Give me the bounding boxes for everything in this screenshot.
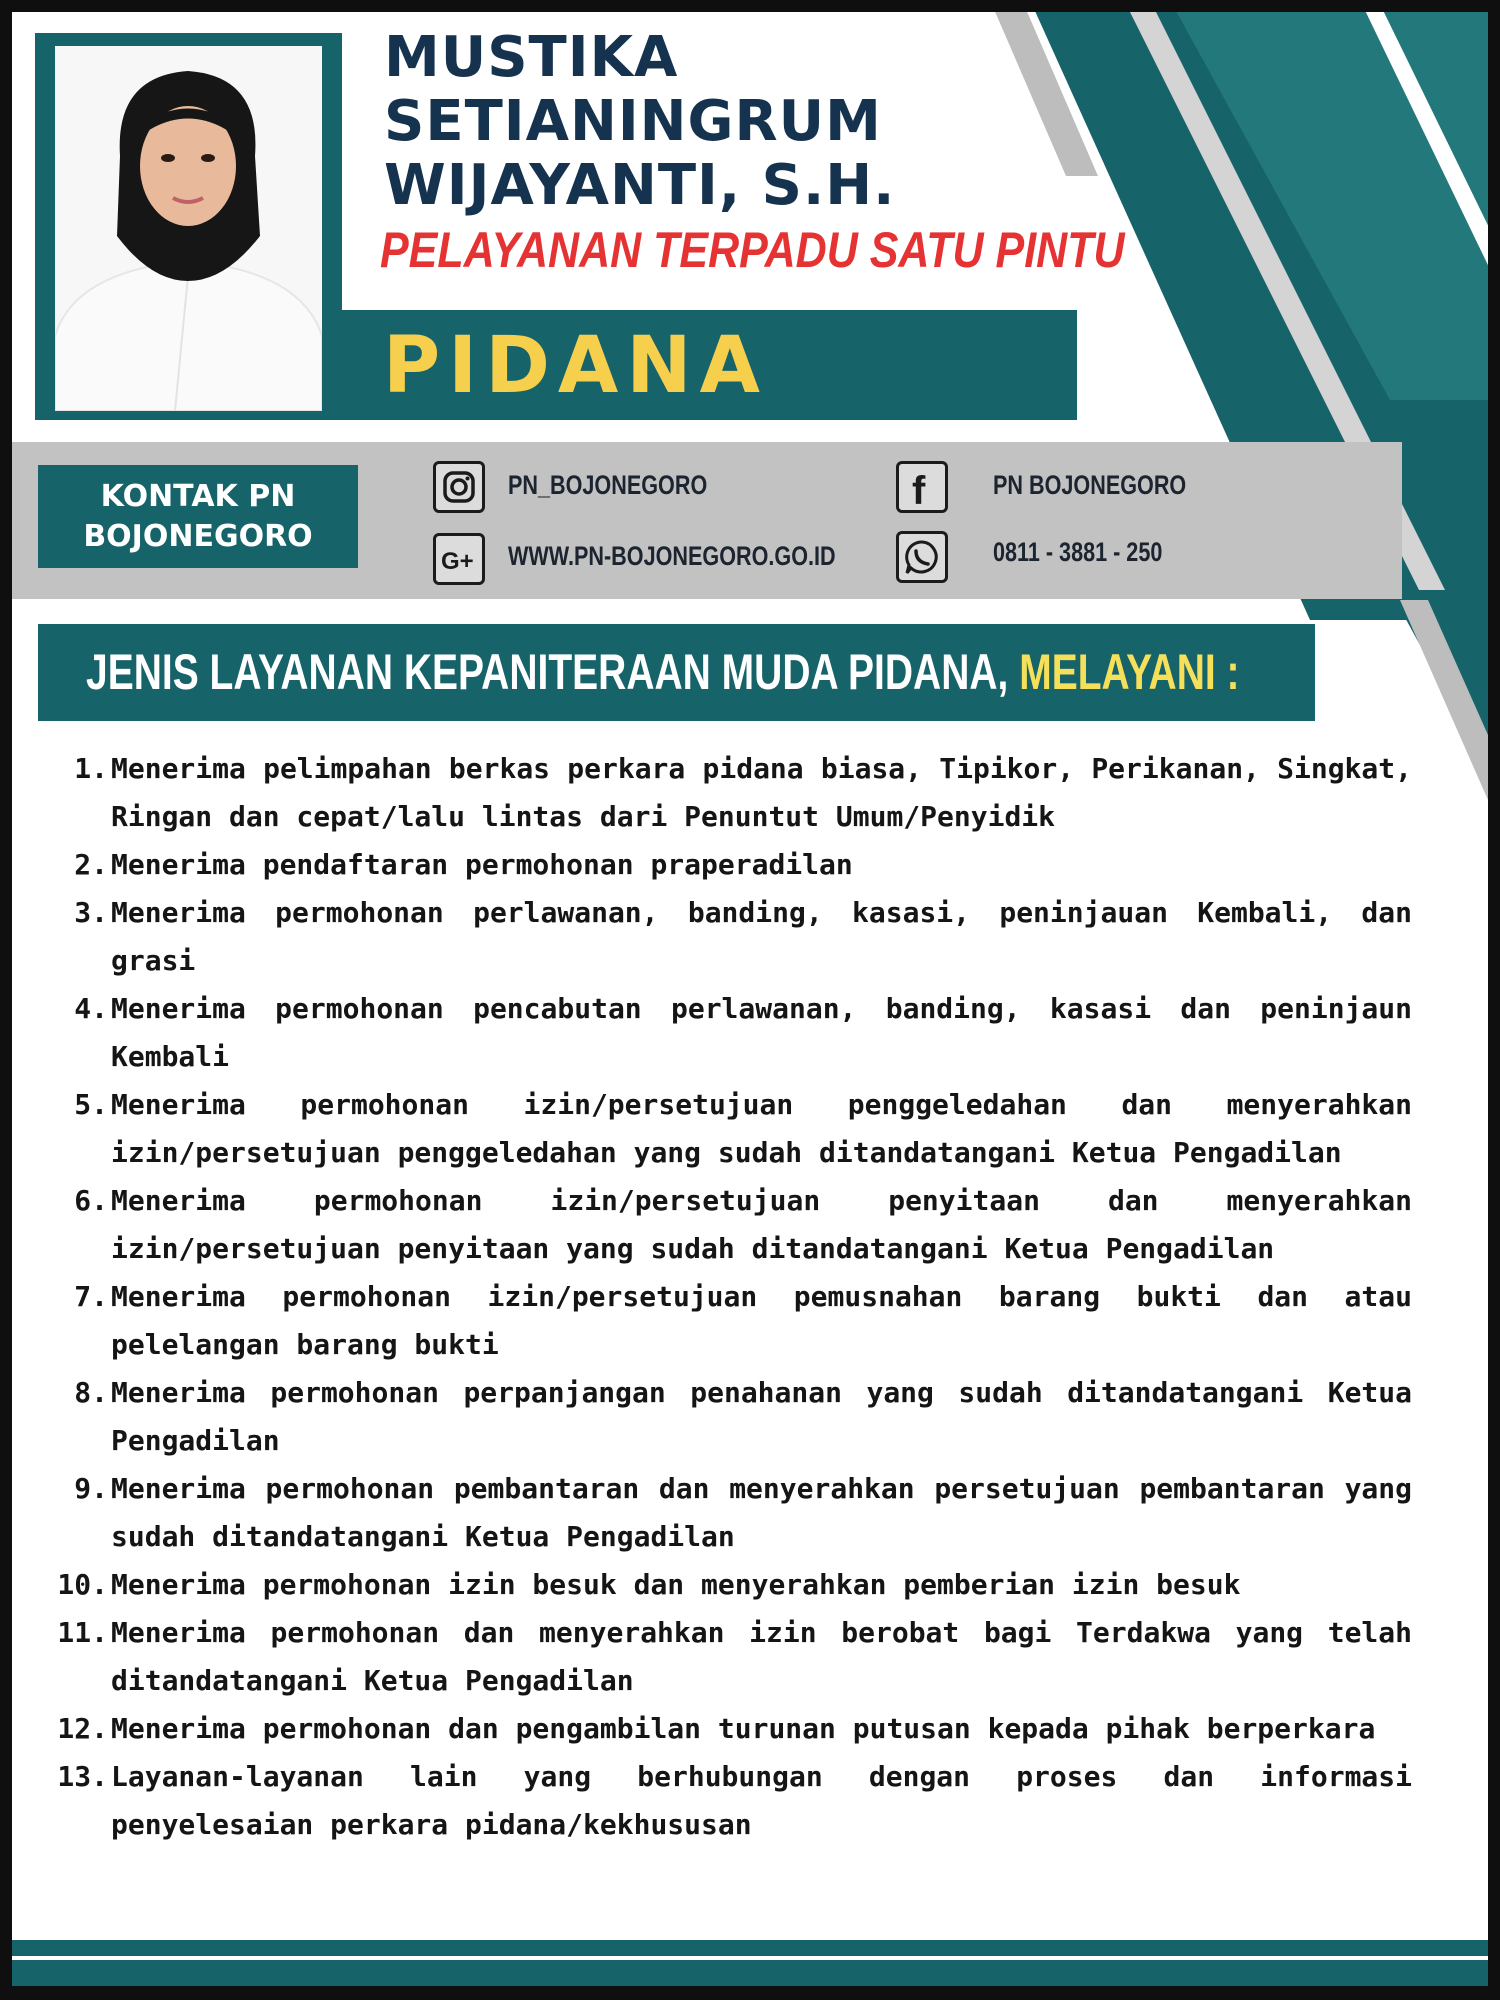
whatsapp-icon [896, 531, 948, 583]
contact-title-line-1: KONTAK PN [100, 478, 296, 514]
bottom-stripe-lower [12, 1960, 1488, 1986]
name-line-1: MUSTIKA [384, 25, 679, 90]
division-badge [335, 310, 1077, 420]
services-heading-bar [38, 624, 1315, 721]
google-plus-icon [433, 533, 485, 585]
list-item-text: Layanan-layanan lain yang berhubungan dengan proses dan informasi penyelesaian perkara pidana/kekhususan [111, 1760, 1412, 1841]
list-item [40, 889, 1412, 985]
list-item [40, 1753, 1412, 1849]
list-item [40, 1081, 1412, 1177]
list-item-number: 5. [74, 1088, 108, 1121]
list-item [40, 1561, 1412, 1609]
name-line-2: SETIANINGRUM [384, 89, 882, 154]
svg-text:f: f [912, 469, 926, 510]
list-item-number: 9. [74, 1472, 108, 1505]
frame-top [0, 0, 1500, 12]
list-item-number: 12. [57, 1712, 108, 1745]
contact-website[interactable]: WWW.PN-BOJONEGORO.GO.ID [508, 541, 836, 571]
list-item-text: Menerima permohonan izin besuk dan menyerahkan pemberian izin besuk [111, 1568, 1241, 1601]
list-item-number: 11. [57, 1616, 108, 1649]
list-item-number: 6. [74, 1184, 108, 1217]
list-item-text: Menerima permohonan pembantaran dan menyerahkan persetujuan pembantaran yang sudah ditandatangani Ketua Pengadilan [111, 1472, 1412, 1553]
list-item-number: 4. [74, 992, 108, 1025]
list-item [40, 745, 1412, 841]
services-list [40, 745, 1412, 1849]
contact-instagram[interactable]: PN_BOJONEGORO [508, 470, 708, 500]
instagram-icon [433, 461, 485, 513]
contact-title-line-2: BOJONEGORO [83, 518, 313, 554]
facebook-icon [896, 461, 948, 513]
list-item-text: Menerima permohonan pencabutan perlawanan, banding, kasasi dan peninjaun Kembali [111, 992, 1412, 1073]
list-item [40, 841, 1412, 889]
list-item-text: Menerima permohonan perpanjangan penahanan yang sudah ditandatangani Ketua Pengadilan [111, 1376, 1412, 1457]
services-heading [86, 624, 1240, 721]
list-item [40, 1273, 1412, 1369]
list-item-number: 1. [74, 752, 108, 785]
list-item-text: Menerima permohonan izin/persetujuan penyitaan dan menyerahkan izin/persetujuan penyitaan yang sudah ditandatangani Ketua Pengadilan [111, 1184, 1412, 1265]
contact-whatsapp[interactable]: 0811 - 3881 - 250 [993, 537, 1163, 567]
list-item-number: 10. [57, 1568, 108, 1601]
list-item [40, 1177, 1412, 1273]
list-item-text: Menerima permohonan izin/persetujuan pemusnahan barang bukti dan atau pelelangan barang bukti [111, 1280, 1412, 1361]
service-subtitle: PELAYANAN TERPADU SATU PINTU [380, 222, 1125, 278]
list-item [40, 1705, 1412, 1753]
person-portrait-illustration [55, 46, 322, 411]
services-heading-main: JENIS LAYANAN KEPANITERAAN MUDA PIDANA, [86, 644, 1020, 700]
list-item-text: Menerima pendaftaran permohonan praperadilan [111, 848, 853, 881]
list-item-number: 8. [74, 1376, 108, 1409]
list-item-number: 7. [74, 1280, 108, 1313]
list-item [40, 985, 1412, 1081]
list-item-text: Menerima permohonan izin/persetujuan penggeledahan dan menyerahkan izin/persetujuan penggeledahan yang sudah ditandatangani Ketua Pengadilan [111, 1088, 1412, 1169]
frame-bottom [0, 1986, 1500, 2000]
list-item-number: 2. [74, 848, 108, 881]
name-line-3: WIJAYANTI, S.H. [384, 153, 896, 218]
list-item [40, 1369, 1412, 1465]
list-item-text: Menerima permohonan dan menyerahkan izin berobat bagi Terdakwa yang telah ditandatangani Ketua Pengadilan [111, 1616, 1412, 1697]
portrait-frame [35, 33, 342, 420]
frame-left [0, 0, 12, 2000]
list-item-number: 3. [74, 896, 108, 929]
services-heading-highlight: MELAYANI : [1019, 644, 1240, 700]
list-item [40, 1609, 1412, 1705]
contact-title-box [38, 465, 358, 568]
svg-text:G+: G+ [441, 548, 474, 575]
list-item-text: Menerima permohonan perlawanan, banding, kasasi, peninjauan Kembali, dan grasi [111, 896, 1412, 977]
list-item [40, 1465, 1412, 1561]
contact-facebook[interactable]: PN BOJONEGORO [993, 470, 1187, 500]
list-item-text: Menerima pelimpahan berkas perkara pidana biasa, Tipikor, Perikanan, Singkat, Ringan dan cepat/lalu lintas dari Penuntut Umum/Penyidik [111, 752, 1412, 833]
division-badge-label: PIDANA [383, 321, 768, 411]
bottom-stripe [12, 1940, 1488, 1956]
list-item-text: Menerima permohonan dan pengambilan turunan putusan kepada pihak berperkara [111, 1712, 1376, 1745]
portrait-photo [55, 46, 322, 411]
list-item-number: 13. [57, 1760, 108, 1793]
frame-right [1488, 0, 1500, 2000]
